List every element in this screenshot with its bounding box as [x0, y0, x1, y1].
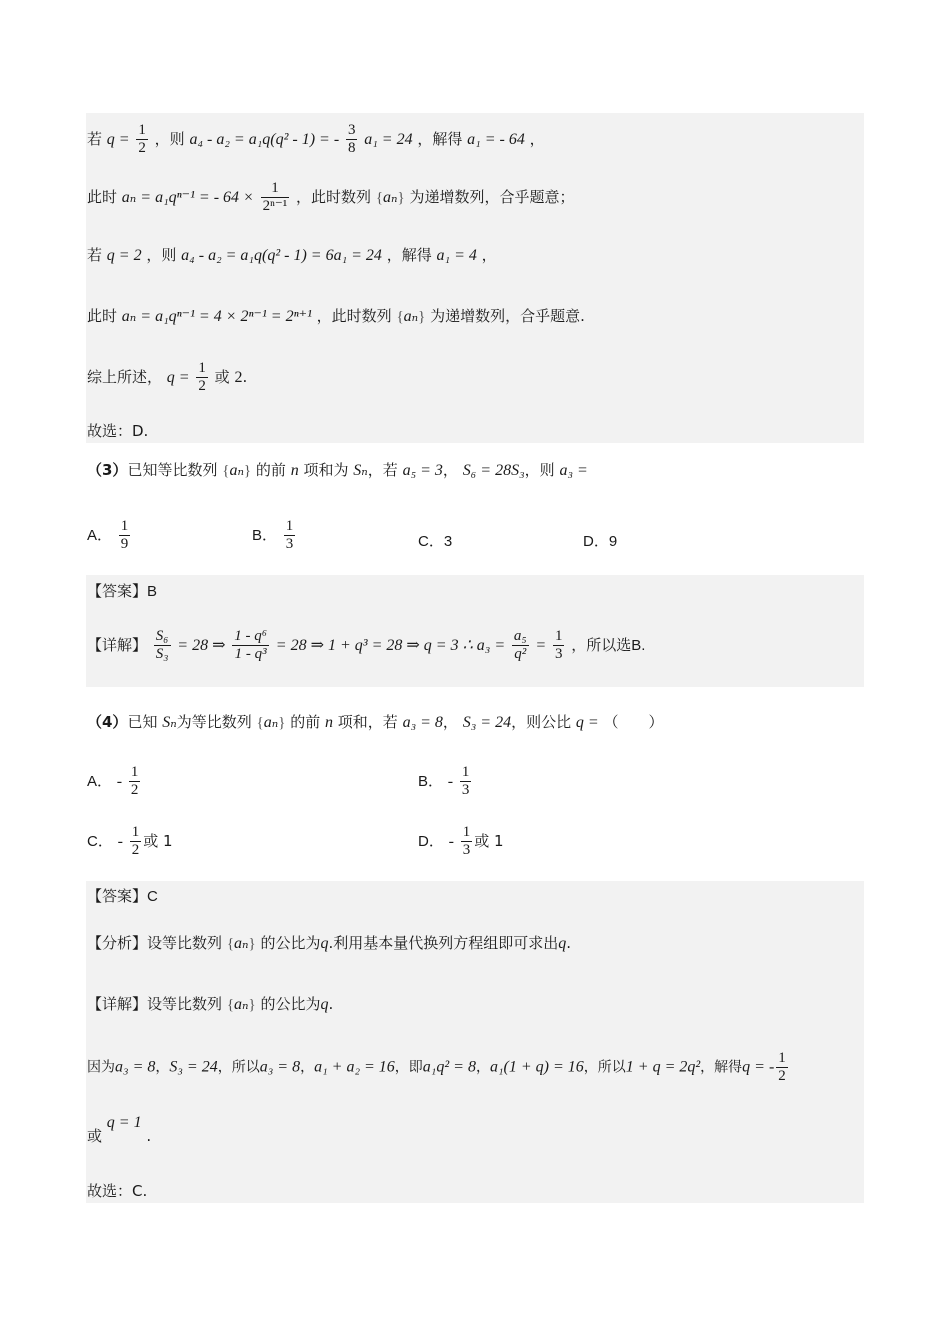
denominator: 2ⁿ⁻¹: [262, 198, 288, 214]
option-letter: C．: [418, 533, 444, 550]
text: ，: [300, 1059, 315, 1076]
text: 或: [214, 368, 230, 386]
answer-value: B: [147, 583, 158, 600]
brace-right: }: [397, 190, 405, 206]
math-expr: aₙ = a₁qⁿ⁻¹ = - 64 ×: [121, 189, 254, 206]
math-condition: a₁q² = 8: [422, 1058, 476, 1076]
q4-answer: [87, 886, 158, 907]
option-letter: C．: [87, 833, 113, 850]
fraction: [512, 628, 529, 663]
fraction: [154, 628, 171, 663]
sign: -: [448, 833, 454, 850]
question-4: [87, 712, 663, 733]
denominator: 2: [138, 140, 146, 156]
answer-tag: 【答案】: [87, 582, 148, 600]
denominator: 3: [462, 842, 471, 858]
option-value: 9: [608, 533, 618, 550]
brace-left: {: [226, 936, 235, 952]
q4-option-b[interactable]: [418, 764, 473, 799]
q4-option-d[interactable]: [418, 824, 504, 859]
option-letter: A．: [87, 527, 113, 544]
math-ask: a₃ =: [559, 462, 588, 479]
brace-left: {: [375, 190, 384, 206]
answer-value: C: [147, 888, 158, 905]
q4-detail-line-1: [87, 1050, 790, 1085]
denominator: 3: [554, 646, 563, 662]
q3-answer: [87, 581, 157, 602]
sign: -: [117, 833, 123, 850]
math-result: a₁ = 4: [436, 247, 477, 264]
option-letter: D．: [583, 533, 609, 550]
option-letter: B．: [252, 527, 278, 544]
option-suffix: 或 1: [474, 832, 504, 850]
math-seq: aₙ: [234, 935, 249, 952]
text: ，所以: [583, 1059, 626, 1076]
brace-left: {: [226, 997, 235, 1013]
q4-option-c[interactable]: [87, 824, 173, 859]
q4-detail-line-2: [87, 1114, 152, 1147]
detail-tag: 【详解】: [87, 636, 148, 654]
math-result: a₁ = - 64: [467, 131, 525, 148]
analysis-tag: 【分析】: [87, 934, 148, 952]
text: 项和，若: [337, 713, 398, 731]
math-q: q: [320, 935, 329, 952]
numerator: 1: [554, 628, 563, 644]
fraction: [196, 360, 208, 395]
math-q: q =: [106, 131, 130, 148]
denominator: 8: [347, 140, 356, 156]
math-condition: S₃ = 24: [169, 1058, 218, 1076]
text: ，则: [146, 246, 177, 264]
option-suffix: 或 1: [143, 832, 173, 850]
answer-block-q4: [86, 881, 864, 1203]
math-seq: aₙ: [403, 308, 419, 325]
q3-option-c[interactable]: [418, 530, 452, 551]
math-sn: Sₙ: [353, 462, 368, 479]
text: 为等比数列: [176, 713, 252, 731]
text: 此时: [87, 188, 118, 206]
text: ，则公比: [511, 713, 572, 731]
answer-blank: （ ）: [603, 713, 664, 731]
numerator: 3: [347, 122, 356, 138]
numerator: 1: [462, 824, 471, 840]
text: ，则: [154, 130, 185, 148]
math-seq: aₙ: [383, 189, 398, 206]
denominator: 3: [285, 536, 294, 552]
text: ，: [442, 461, 458, 479]
text: .: [242, 368, 248, 386]
math-value: 2: [234, 369, 243, 386]
q3-detail: [87, 628, 645, 663]
text: ，: [481, 246, 497, 264]
text: ，此时数列: [296, 188, 372, 206]
math-condition: a₃ = 8: [402, 714, 443, 731]
text: ，解得: [700, 1059, 743, 1076]
fraction: [136, 122, 148, 157]
text: 为递增数列，合乎题意；: [409, 188, 575, 206]
text: 此时: [87, 307, 118, 325]
solution-line-2: [87, 180, 575, 215]
option-value: 3: [443, 533, 453, 550]
choice-text: 故选：C.: [87, 1182, 148, 1200]
text: 设等比数列: [147, 995, 223, 1013]
math-expr: = 28 ⇒: [177, 637, 226, 654]
numerator: 1: [120, 518, 129, 534]
text: 的前: [290, 713, 321, 731]
math-expr: a₄ - a₂ = a₁q(q² - 1) = -: [189, 131, 340, 148]
option-letter: D．: [418, 833, 444, 850]
text: ，: [475, 1059, 490, 1076]
math-q: q: [320, 996, 329, 1013]
math-expr: a₄ - a₂ = a₁q(q² - 1) = 6a₁ = 24: [181, 247, 382, 264]
fraction: [284, 518, 296, 553]
brace-right: }: [418, 309, 426, 325]
choice-text: 故选：D.: [87, 422, 149, 440]
math-q: q = 2: [106, 247, 142, 264]
numerator: S₆: [155, 628, 169, 644]
brace-right: }: [278, 715, 286, 731]
fraction: [346, 122, 358, 157]
denominator: 9: [120, 536, 129, 552]
numerator: 1: [198, 360, 206, 376]
text: ，解得: [386, 246, 432, 264]
math-n: n: [290, 462, 299, 479]
fraction: [232, 628, 269, 663]
math-seq: aₙ: [229, 462, 244, 479]
math-seq: aₙ: [234, 996, 249, 1013]
q4-choice: [87, 1181, 147, 1201]
denominator: q²: [514, 646, 527, 662]
text: .: [328, 995, 334, 1013]
numerator: 1: [138, 122, 146, 138]
brace-left: {: [396, 309, 404, 325]
solution-line-1: [87, 122, 545, 157]
text: 或: [87, 1127, 103, 1145]
option-letter: B．: [418, 773, 444, 790]
math-condition: S₆ = 28S₃: [462, 462, 525, 479]
text: 已知等比数列: [127, 461, 218, 479]
math-q: q: [558, 935, 567, 952]
text: ，所以选: [571, 636, 632, 654]
denominator: 1 - q³: [234, 646, 267, 662]
numerator: 1: [461, 764, 470, 780]
q3-option-a[interactable]: [87, 518, 132, 553]
text: 为递增数列，合乎题意.: [430, 307, 585, 325]
question-3: [87, 460, 588, 481]
q4-detail: [87, 994, 333, 1015]
q3-option-d[interactable]: [583, 530, 617, 551]
math-expr: = 28 ⇒ 1 + q³ = 28 ⇒ q = 3 ∴ a₃ =: [275, 637, 506, 654]
text: ，若: [367, 461, 398, 479]
fraction: [460, 764, 472, 799]
math-expr: aₙ = a₁qⁿ⁻¹ = 4 × 2ⁿ⁻¹ = 2ⁿ⁺¹: [121, 308, 312, 325]
brace-left: {: [256, 715, 264, 731]
text: ，则: [524, 461, 555, 479]
math-q: q = -: [742, 1058, 775, 1076]
fraction: [261, 180, 290, 215]
text: 综上所述，: [87, 368, 163, 386]
math-condition: a₃ = 8: [259, 1058, 301, 1076]
fraction: [130, 824, 142, 859]
math-q: q = 1: [106, 1114, 142, 1131]
detail-tag: 【详解】: [87, 995, 148, 1013]
denominator: S₃: [155, 646, 169, 662]
fraction: [119, 518, 131, 553]
text: ，所以: [217, 1059, 260, 1076]
math-condition: a₁ + a₂ = 16: [314, 1058, 395, 1076]
text: 项和为: [303, 461, 349, 479]
denominator: 2: [130, 782, 139, 798]
math-expr: =: [535, 637, 547, 654]
brace-right: }: [248, 997, 256, 1013]
math-condition: a₅ = 3: [402, 462, 443, 479]
denominator: 2: [778, 1068, 786, 1084]
text: .利用基本量代换列方程组即可求出: [328, 934, 559, 952]
q4-option-a[interactable]: [87, 764, 142, 799]
math-n: n: [324, 714, 333, 731]
fraction: [461, 824, 473, 859]
denominator: 2: [198, 378, 206, 394]
math-q: q =: [166, 369, 190, 386]
numerator: 1: [285, 518, 294, 534]
brace-right: }: [243, 463, 252, 479]
text: 若: [87, 246, 103, 264]
fraction: [129, 764, 141, 799]
text: 的公比为: [260, 995, 321, 1013]
solution-line-4: [87, 306, 585, 327]
answer-value: B.: [631, 637, 646, 654]
text: 的前: [255, 461, 286, 479]
sign: -: [116, 773, 123, 790]
text: ，解得: [417, 130, 463, 148]
math-expr: a₁ = 24: [364, 131, 413, 148]
question-number: （4）: [87, 713, 128, 731]
q3-option-b[interactable]: [252, 518, 297, 553]
brace-right: }: [248, 936, 256, 952]
math-condition: S₃ = 24: [462, 714, 512, 731]
fraction: [776, 1050, 788, 1085]
text: 的公比为: [260, 934, 321, 952]
math-condition: 1 + q = 2q²: [625, 1058, 701, 1076]
numerator: 1 - q⁶: [234, 628, 267, 644]
denominator: 3: [461, 782, 470, 798]
denominator: 2: [131, 842, 140, 858]
numerator: 1: [261, 180, 290, 198]
math-condition: a₁(1 + q) = 16: [489, 1058, 584, 1076]
math-ask: q =: [575, 714, 599, 731]
answer-tag: 【答案】: [87, 887, 148, 905]
text: ，: [442, 713, 458, 731]
text: 若: [87, 130, 103, 148]
math-sn: Sₙ: [162, 714, 177, 731]
text: ，此时数列: [316, 307, 392, 325]
numerator: 1: [778, 1050, 786, 1066]
solution-line-5: [87, 360, 247, 395]
text: ，: [529, 130, 545, 148]
text: ，: [155, 1059, 170, 1076]
option-letter: A．: [87, 773, 113, 790]
text: .: [146, 1127, 152, 1145]
solution-choice: [87, 421, 148, 441]
brace-left: {: [222, 463, 230, 479]
math-seq: aₙ: [263, 714, 279, 731]
text: 已知: [127, 713, 158, 731]
solution-line-3: [87, 245, 497, 266]
text: 因为: [87, 1059, 115, 1076]
numerator: 1: [130, 764, 139, 780]
sign: -: [447, 773, 454, 790]
math-condition: a₃ = 8: [115, 1058, 156, 1076]
text: 设等比数列: [147, 934, 223, 952]
numerator: 1: [131, 824, 140, 840]
q4-analysis: [87, 933, 571, 954]
text: ，即: [394, 1059, 423, 1076]
question-number: （3）: [87, 461, 128, 479]
numerator: a₅: [513, 628, 527, 644]
text: .: [566, 934, 572, 952]
fraction: [553, 628, 565, 663]
